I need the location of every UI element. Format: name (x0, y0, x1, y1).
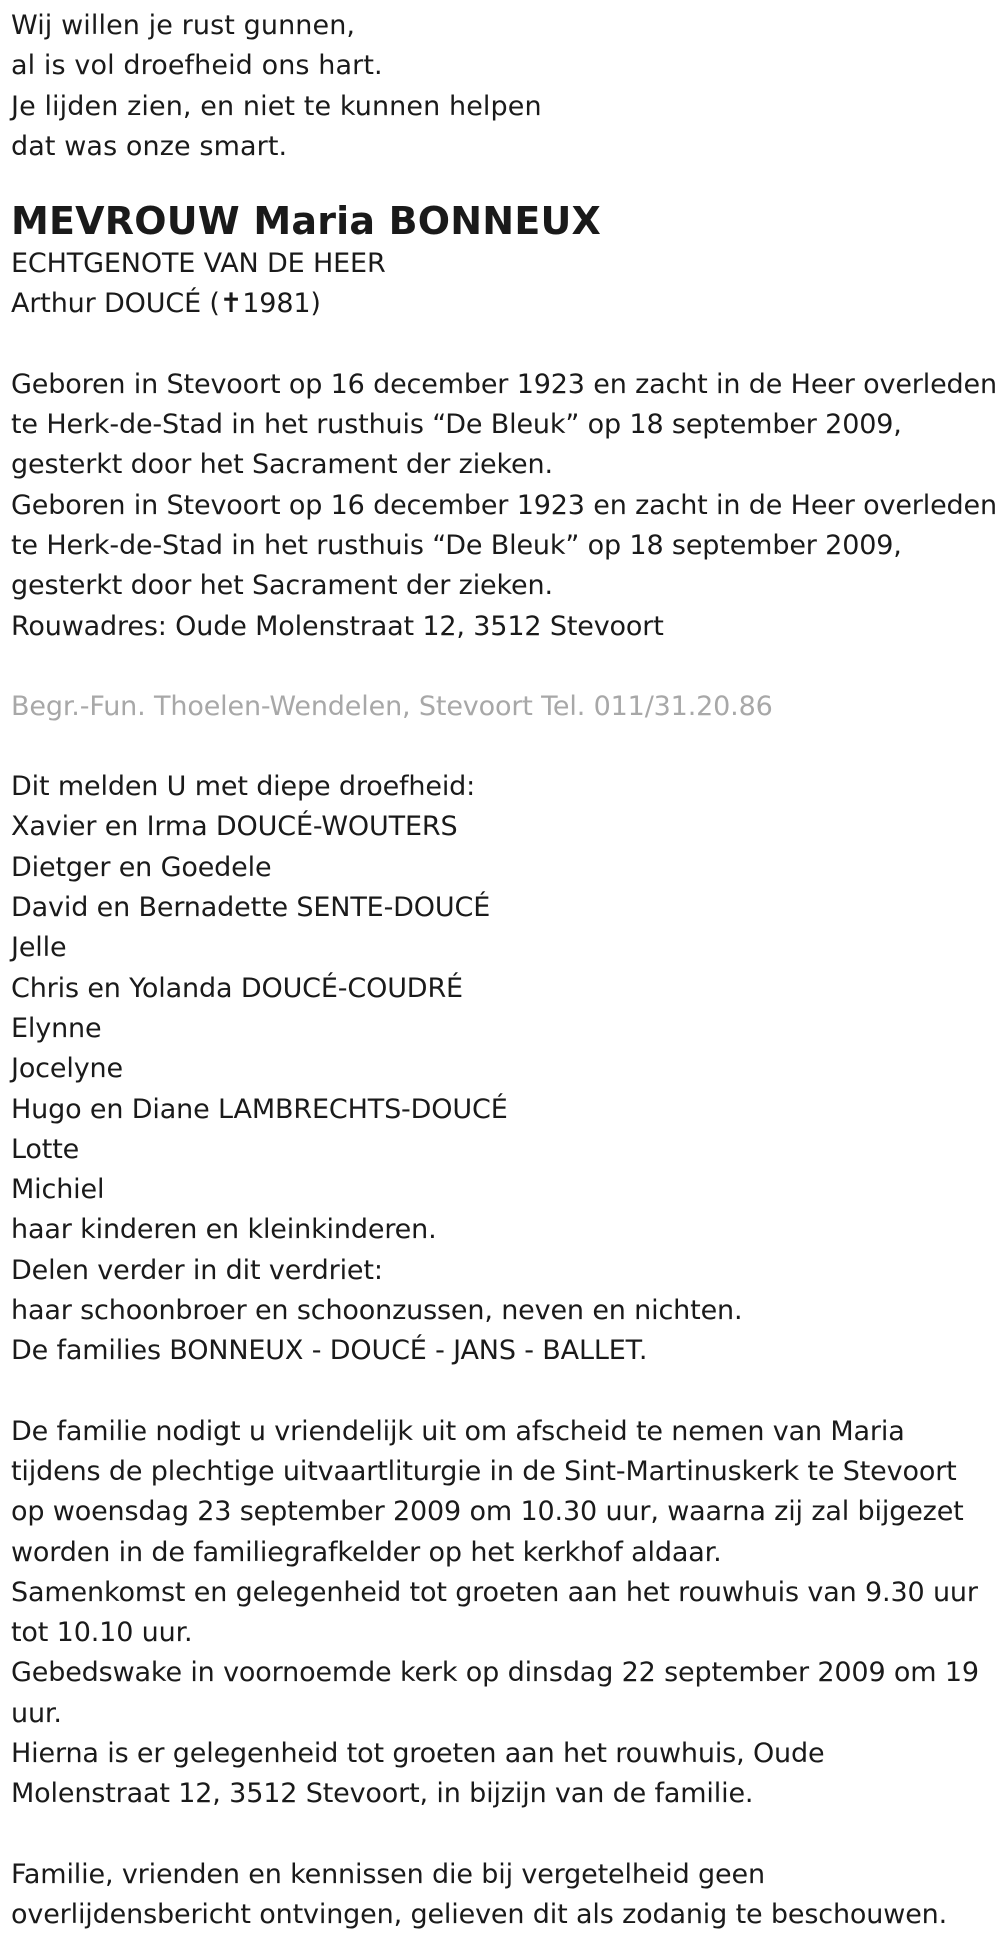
mourner-item: Michiel (11, 1174, 105, 1206)
mourner-item: David en Bernadette SENTE-DOUCÉ (11, 892, 491, 924)
mourner-item: Chris en Yolanda DOUCÉ-COUDRÉ (11, 972, 463, 1004)
mourners-list (11, 767, 996, 1371)
mourner-item: Jelle (11, 932, 67, 964)
detail-line: gesterkt door het Sacrament der zieken. (11, 449, 553, 481)
mourner-item: Dietger en Goedele (11, 851, 272, 883)
detail-line: Geboren in Stevoort op 16 december 1923 en zacht in de Heer overleden (11, 368, 997, 400)
ceremony-line: op woensdag 23 september 2009 om 10.30 uur, waarna zij zal bijgezet (11, 1496, 964, 1528)
poem-line: al is vol droefheid ons hart. (11, 50, 383, 82)
mourner-item: Xavier en Irma DOUCÉ-WOUTERS (11, 811, 458, 843)
ceremony-line: Gebedswake in voornoemde kerk op dinsdag 22 september 2009 om 19 (11, 1657, 979, 1689)
poem-line: Je lijden zien, en niet te kunnen helpen (11, 90, 542, 122)
mourner-item: De families BONNEUX - DOUCÉ - JANS - BALLET. (11, 1335, 648, 1367)
closing-note (11, 1855, 996, 1936)
mourner-item: haar schoonbroer en schoonzussen, neven en nichten. (11, 1295, 743, 1327)
ceremony-details (11, 1412, 996, 1815)
birth-death-details (11, 365, 996, 647)
funeral-home-contact: Begr.-Fun. Thoelen-Wendelen, Stevoort Tel. 011/31.20.86 (11, 690, 773, 722)
detail-line: Geboren in Stevoort op 16 december 1923 en zacht in de Heer overleden (11, 489, 997, 521)
ceremony-line: De familie nodigt u vriendelijk uit om afscheid te nemen van Maria (11, 1415, 905, 1447)
ceremony-line: tijdens de plechtige uitvaartliturgie in de Sint-Martinuskerk te Stevoort (11, 1455, 957, 1487)
ceremony-line: tot 10.10 uur. (11, 1617, 193, 1649)
mourner-item: Elynne (11, 1012, 102, 1044)
poem-line: dat was onze smart. (11, 130, 288, 162)
ceremony-line: uur. (11, 1697, 62, 1729)
closing-line: Familie, vrienden en kennissen die bij vergetelheid geen (11, 1858, 765, 1890)
spouse-title: ECHTGENOTE VAN DE HEER (11, 248, 386, 280)
obituary-notice (11, 6, 996, 1935)
poem-line: Wij willen je rust gunnen, (11, 10, 356, 41)
detail-line: te Herk-de-Stad in het rusthuis “De Bleuk” op 18 september 2009, (11, 529, 902, 561)
closing-line: overlijdensbericht ontvingen, gelieven dit als zodanig te beschouwen. (11, 1898, 948, 1930)
mourner-item: Hugo en Diane LAMBRECHTS-DOUCÉ (11, 1093, 508, 1125)
mourner-item: Delen verder in dit verdriet: (11, 1254, 383, 1286)
mourner-item: Jocelyne (11, 1053, 123, 1085)
ceremony-line: Samenkomst en gelegenheid tot groeten aan het rouwhuis van 9.30 uur (11, 1576, 978, 1608)
detail-line: gesterkt door het Sacrament der zieken. (11, 570, 553, 602)
mourners-intro: Dit melden U met diepe droefheid: (11, 771, 476, 803)
ceremony-line: Hierna is er gelegenheid tot groeten aan het rouwhuis, Oude (11, 1737, 825, 1769)
poem (11, 6, 996, 167)
spouse-name: Arthur DOUCÉ (✝1981) (11, 288, 321, 320)
deceased-name: MEVROUW Maria BONNEUX (11, 199, 602, 244)
mourner-item: haar kinderen en kleinkinderen. (11, 1214, 437, 1246)
detail-line: te Herk-de-Stad in het rusthuis “De Bleuk” op 18 september 2009, (11, 409, 902, 441)
mourner-item: Lotte (11, 1133, 80, 1165)
mourning-address: Rouwadres: Oude Molenstraat 12, 3512 Stevoort (11, 610, 664, 642)
ceremony-line: Molenstraat 12, 3512 Stevoort, in bijzijn van de familie. (11, 1778, 754, 1810)
ceremony-line: worden in de familiegrafkelder op het kerkhof aldaar. (11, 1536, 722, 1568)
